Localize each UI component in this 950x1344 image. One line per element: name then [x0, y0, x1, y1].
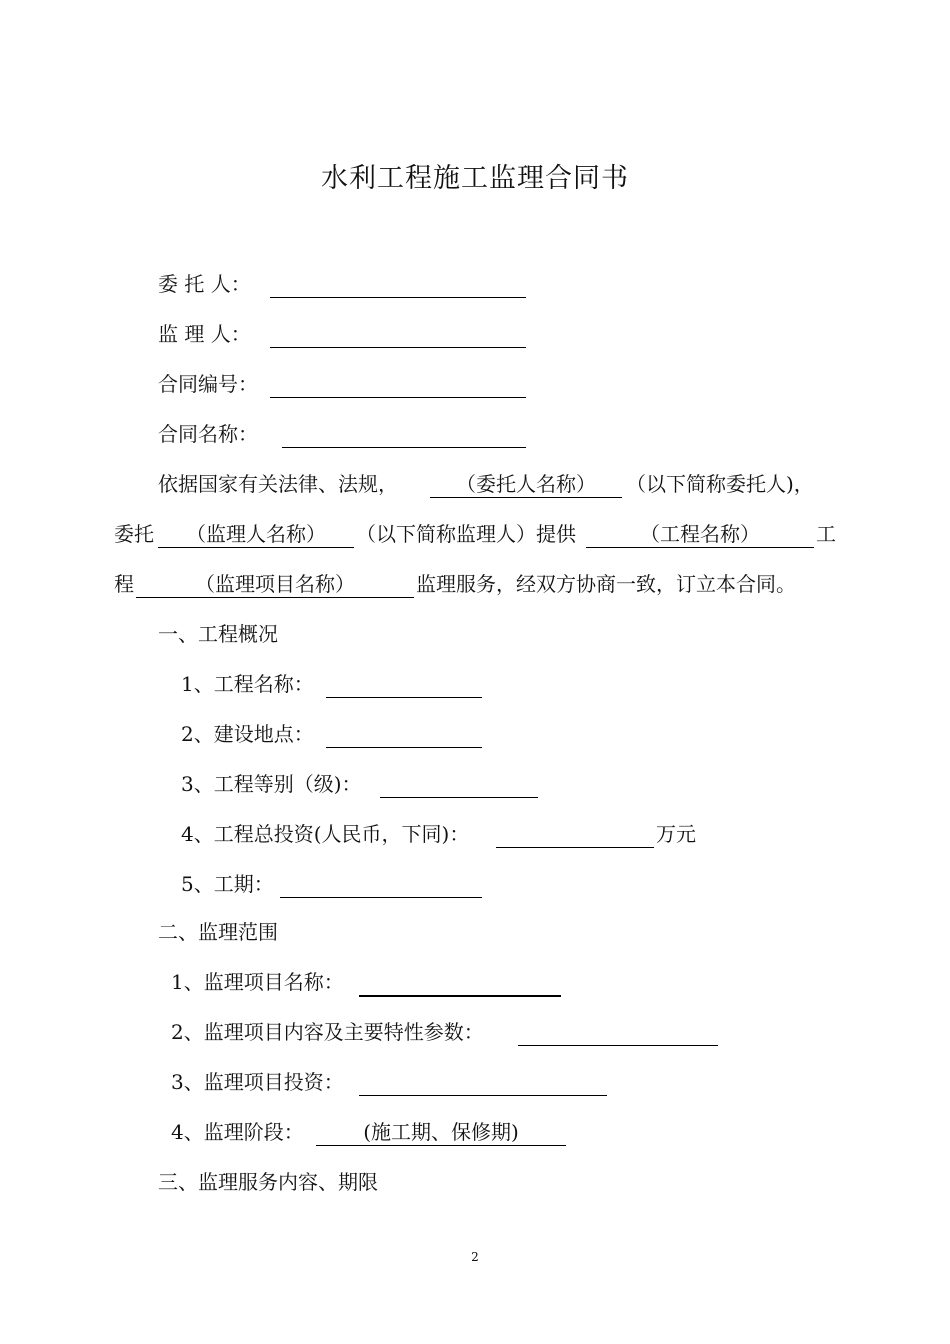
section2-item-2: 2、监理项目内容及主要特性参数：	[171, 1020, 484, 1044]
item-name-line	[136, 597, 414, 598]
stage-value: (施工期、保修期)	[363, 1120, 519, 1144]
contract-name-label: 合同名称：	[158, 422, 258, 446]
section1-item-2-line	[326, 747, 482, 748]
contract-no-blank-line	[270, 397, 526, 398]
item-name-fill: （监理项目名称）	[195, 572, 355, 596]
client-name-line	[430, 497, 622, 498]
section2-item-1: 1、监理项目名称：	[171, 970, 344, 994]
section3-heading: 三、监理服务内容、期限	[158, 1170, 378, 1194]
section1-item-4-line	[496, 847, 654, 848]
section1-heading: 一、工程概况	[158, 622, 278, 646]
project-name-line	[586, 547, 814, 548]
project-name-fill: （工程名称）	[640, 522, 760, 546]
section2-item-4: 4、监理阶段：	[171, 1120, 304, 1144]
intro-text-1: 依据国家有关法律、法规，	[158, 472, 398, 496]
client-name-fill: （委托人名称）	[456, 472, 596, 496]
supervisor-name-line	[158, 547, 354, 548]
contract-name-blank-line	[282, 447, 526, 448]
section1-item-1: 1、工程名称：	[181, 672, 314, 696]
contract-no-label: 合同编号：	[158, 372, 258, 396]
intro-text-7: 监理服务，经双方协商一致，订立本合同。	[416, 572, 796, 596]
section1-item-2: 2、建设地点：	[181, 722, 314, 746]
client-blank-line	[270, 297, 526, 298]
investment-unit: 万元	[656, 822, 696, 846]
supervisor-label: 监 理 人：	[158, 322, 251, 346]
supervisor-name-fill: （监理人名称）	[186, 522, 326, 546]
page-number: 2	[471, 1250, 479, 1264]
section1-item-5: 5、工期：	[181, 872, 274, 896]
page-title: 水利工程施工监理合同书	[321, 163, 629, 194]
section2-item-3-line	[359, 1095, 607, 1096]
section2-item-3: 3、监理项目投资：	[171, 1070, 344, 1094]
section2-item-4-line	[316, 1145, 566, 1146]
section1-item-3: 3、工程等别（级)：	[181, 772, 362, 796]
section1-item-4: 4、工程总投资(人民币，下同)：	[181, 822, 470, 846]
intro-text-6: 程	[114, 572, 134, 596]
intro-text-2: （以下简称委托人)，	[626, 472, 814, 496]
intro-text-4: （以下简称监理人）提供	[356, 522, 576, 546]
intro-text-3: 委托	[114, 522, 154, 546]
section2-item-2-line	[518, 1045, 718, 1046]
supervisor-blank-line	[270, 347, 526, 348]
section2-item-1-line	[359, 995, 561, 997]
client-label: 委 托 人：	[158, 272, 251, 296]
section2-heading: 二、监理范围	[158, 920, 278, 944]
section1-item-5-line	[280, 897, 482, 898]
intro-text-5: 工	[816, 522, 836, 546]
section1-item-3-line	[380, 797, 538, 798]
section1-item-1-line	[326, 697, 482, 698]
